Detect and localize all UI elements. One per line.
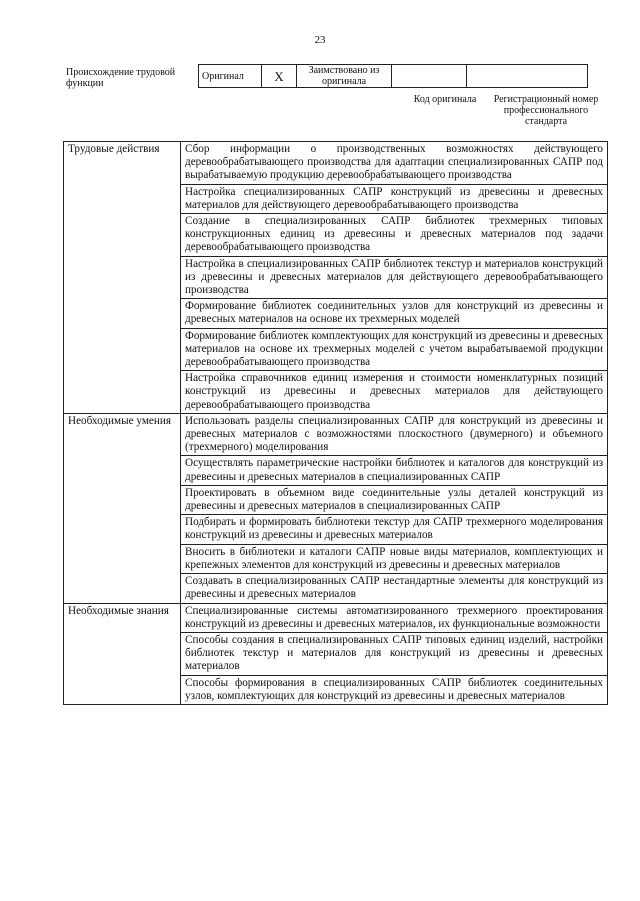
- section-item: Настройка специализированных САПР конструкций из древесины и древесных материалов для действующего деревообрабатывающего производства: [181, 184, 608, 213]
- section-item: Настройка справочников единиц измерения и стоимости номенклатурных позиций конструкций из древесины и древесных материалов для действующего деревообрабатывающего производства: [181, 371, 608, 414]
- section-item: Специализированные системы автоматизированного трехмерного проектирования конструкций из древесины и древесных материалов, их функциональные возможности: [181, 603, 608, 632]
- section-item: Создание в специализированных САПР библиотек трехмерных типовых конструкционных единиц из древесины и древесных материалов под задачи деревообрабатывающего производства: [181, 214, 608, 257]
- section-item: Использовать разделы специализированных САПР для конструкций из древесины и древесных материалов с возможностями плоскостного (двумерного) и объемного (трехмерного) моделирования: [181, 413, 608, 456]
- section-item: Настройка в специализированных САПР библиотек текстур и материалов конструкций из древесины и древесных материалов для действующего деревообрабатывающего производства: [181, 256, 608, 299]
- section-item: Создавать в специализированных САПР нестандартные элементы для конструкций из древесины и древесных материалов: [181, 574, 608, 603]
- section-item: Формирование библиотек соединительных узлов для конструкций из древесины и древесных материалов на основе их трехмерных моделей: [181, 299, 608, 328]
- section-category: Трудовые действия: [64, 142, 181, 414]
- section-item: Способы создания в специализированных САПР типовых единиц изделий, настройки библиотек текстур и материалов для конструкций из древесины и древесных материалов: [181, 632, 608, 675]
- origin-reg-caption: Регистрационный номер профессионального стандарта: [493, 94, 599, 127]
- section-category: Необходимые умения: [64, 413, 181, 603]
- section-item: Сбор информации о производственных возможностях действующего деревообрабатывающего производства для адаптации специализированных САПР под вырабатываемую продукцию деревообрабатывающего производства: [181, 142, 608, 185]
- origin-mark-cell: X: [262, 65, 297, 88]
- origin-code-cell: [392, 65, 467, 88]
- table-row: [64, 142, 608, 185]
- section-item: Проектировать в объемном виде соединительные узлы деталей конструкций из древесины и древесных материалов в специализированных САПР: [181, 485, 608, 514]
- table-row: [64, 413, 608, 456]
- section-category: Необходимые знания: [64, 603, 181, 704]
- table-row: [64, 603, 608, 632]
- origin-original-cell: Оригинал: [199, 65, 262, 88]
- origin-borrowed-cell: Заимствовано из оригинала: [297, 65, 392, 88]
- labor-function-table: [63, 141, 608, 705]
- section-item: Подбирать и формировать библиотеки текстур для САПР трехмерного моделирования конструкций из древесины и древесных материалов: [181, 515, 608, 544]
- origin-table: [198, 64, 588, 88]
- page-number: 23: [314, 34, 326, 46]
- section-item: Вносить в библиотеки и каталоги САПР новые виды материалов, комплектующих и крепежных элементов для конструкций из древесины и древесных материалов: [181, 544, 608, 573]
- section-item: Способы формирования в специализированных САПР библиотек соединительных узлов, комплектующих для конструкций из древесины и древесных материалов: [181, 675, 608, 704]
- origin-reg-number-cell: [467, 65, 588, 88]
- origin-label: Происхождение трудовой функции: [66, 67, 176, 89]
- section-item: Осуществлять параметрические настройки библиотек и каталогов для конструкций из древесины и древесных материалов в специализированных САПР: [181, 456, 608, 485]
- origin-code-caption: Код оригинала: [413, 94, 477, 105]
- section-item: Формирование библиотек комплектующих для конструкций из древесины и древесных материалов на основе их трехмерных моделей с учетом вырабатываемой продукции деревообрабатывающего производства: [181, 328, 608, 371]
